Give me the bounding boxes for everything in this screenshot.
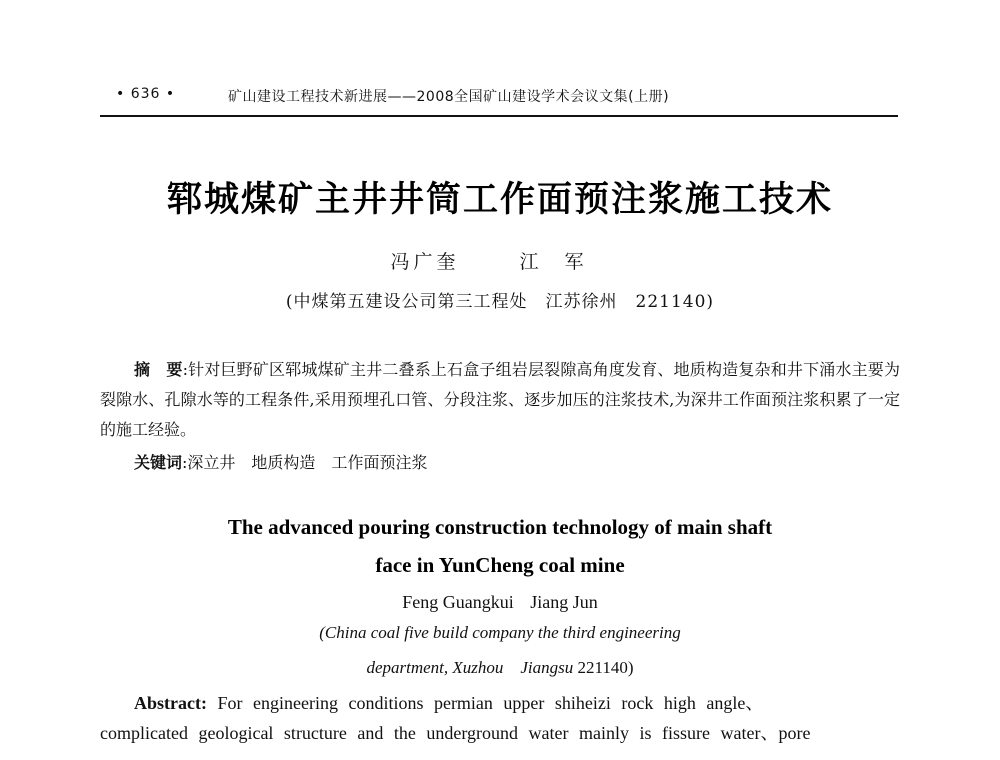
english-authors: [0, 592, 1000, 613]
journal-title: 矿山建设工程技术新进展——2008全国矿山建设学术会议文集(上册): [228, 89, 670, 105]
english-title-line-1: The advanced pouring construction technology of main shaft: [227, 515, 773, 539]
chinese-title: 郓城煤矿主井井筒工作面预注浆施工技术: [166, 180, 833, 220]
english-affiliation-text-2: department, Xuzhou Jiangsu: [366, 658, 574, 677]
page-number: • 636 •: [116, 86, 176, 102]
chinese-abstract-text: :针对巨野矿区郓城煤矿主井二叠系上石盒子组岩层裂隙高角度发育、地质构造复杂和井下涌水主要为裂隙水、孔隙水等的工程条件,采用预埋孔口管、分段注浆、逐步加压的注浆技术,为深井工作面预注浆积累了一定的施工经验。: [100, 360, 900, 439]
chinese-author-1: 冯广奎: [390, 251, 460, 273]
english-affiliation-text-1: (China coal five build company the third engineering: [319, 623, 681, 642]
english-title-line-2: face in YunCheng coal mine: [375, 553, 625, 577]
english-affiliation-line-1: [0, 623, 1000, 643]
running-head: [100, 86, 900, 112]
keyword-item: 地质构造: [251, 453, 316, 472]
keyword-item: :深立井: [182, 453, 236, 472]
english-author-2: Jiang Jun: [530, 592, 598, 612]
chinese-abstract-label: 摘 要: [134, 360, 183, 379]
chinese-keywords: [134, 450, 894, 473]
english-author-1: Feng Guangkui: [402, 592, 514, 612]
header-rule: [100, 115, 898, 117]
english-abstract-line-2: complicated geological structure and the underground water mainly is fissure water、pore: [100, 723, 811, 743]
english-affiliation-postcode: 221140): [573, 658, 634, 677]
english-affiliation-line-2: [0, 653, 1000, 678]
chinese-author-2: 江军: [519, 251, 610, 273]
chinese-authors: [0, 247, 1000, 274]
chinese-abstract: [100, 355, 900, 445]
chinese-affiliation: (中煤第五建设公司第三工程处 江苏徐州 221140): [285, 292, 715, 312]
english-abstract-line-1: [100, 688, 900, 718]
chinese-keywords-label: 关键词: [134, 453, 183, 472]
keyword-item: 工作面预注浆: [331, 453, 428, 472]
english-abstract-text-1: For engineering conditions permian upper shiheizi rock high angle、: [217, 693, 764, 713]
english-abstract: [100, 688, 900, 748]
english-abstract-label: Abstract:: [134, 693, 207, 713]
